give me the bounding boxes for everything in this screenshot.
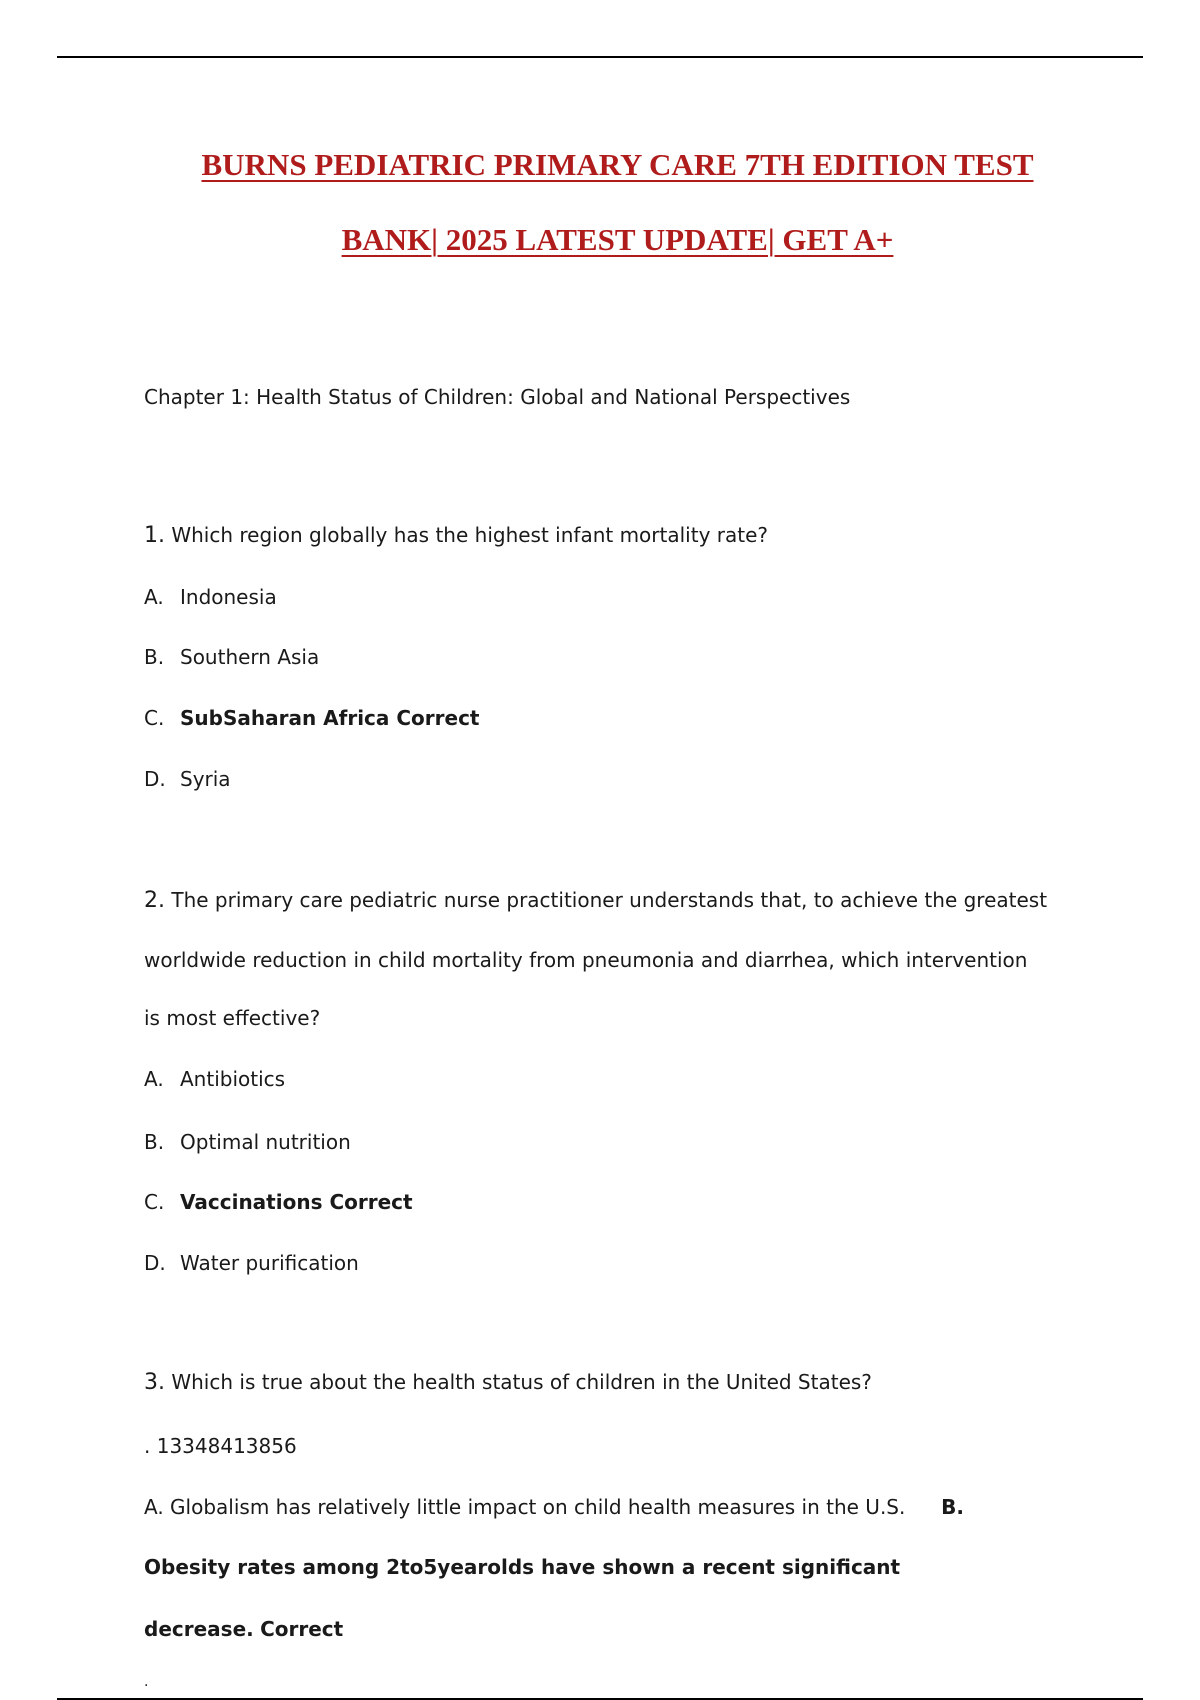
- correct-marker: Correct: [260, 1617, 344, 1641]
- question-number: 1.: [144, 523, 165, 548]
- chapter-heading: Chapter 1: Health Status of Children: Global and National Perspectives: [144, 385, 851, 409]
- question-number: 3.: [144, 1370, 165, 1395]
- question-2: [144, 888, 1047, 913]
- question-1: [144, 523, 768, 548]
- question-text-line-3: is most effective?: [144, 1006, 321, 1030]
- question-1-option-a: A. Indonesia: [144, 585, 277, 609]
- question-2-option-a: A. Antibiotics: [144, 1067, 286, 1091]
- question-2-option-c-correct: C. Vaccinations Correct: [144, 1190, 413, 1214]
- document-title-line-2: BANK| 2025 LATEST UPDATE| GET A+: [341, 222, 894, 257]
- trailing-mark: .: [144, 1674, 149, 1690]
- question-text: Which is true about the health status of children in the United States?: [171, 1370, 872, 1394]
- question-text-line-1: The primary care pediatric nurse practitioner understands that, to achieve the greatest: [171, 888, 1048, 912]
- question-2-option-b: B. Optimal nutrition: [144, 1130, 351, 1154]
- option-b-letter: B.: [941, 1495, 964, 1519]
- question-number: 2.: [144, 888, 165, 913]
- document-title-line-1: BURNS PEDIATRIC PRIMARY CARE 7TH EDITION TEST: [201, 147, 1034, 182]
- question-3-option-a: [144, 1495, 964, 1519]
- question-2-option-d: D. Water purification: [144, 1251, 359, 1275]
- question-1-option-b: B. Southern Asia: [144, 645, 320, 669]
- question-text: Which region globally has the highest infant mortality rate?: [171, 523, 768, 547]
- question-3-option-b-line-1: Obesity rates among 2to5yearolds have shown a recent significant: [144, 1555, 901, 1579]
- question-3-code: . 13348413856: [144, 1434, 297, 1458]
- question-3: [144, 1370, 872, 1395]
- question-text-line-2: worldwide reduction in child mortality from pneumonia and diarrhea, which intervention: [144, 948, 1028, 972]
- option-a-text: A. Globalism has relatively little impact on child health measures in the U.S.: [144, 1495, 906, 1519]
- question-3-option-b-line-2: decrease. Correct: [144, 1617, 344, 1641]
- question-1-option-c-correct: C. SubSaharan Africa Correct: [144, 706, 480, 730]
- question-1-option-d: D. Syria: [144, 767, 231, 791]
- top-rule: [57, 56, 1143, 58]
